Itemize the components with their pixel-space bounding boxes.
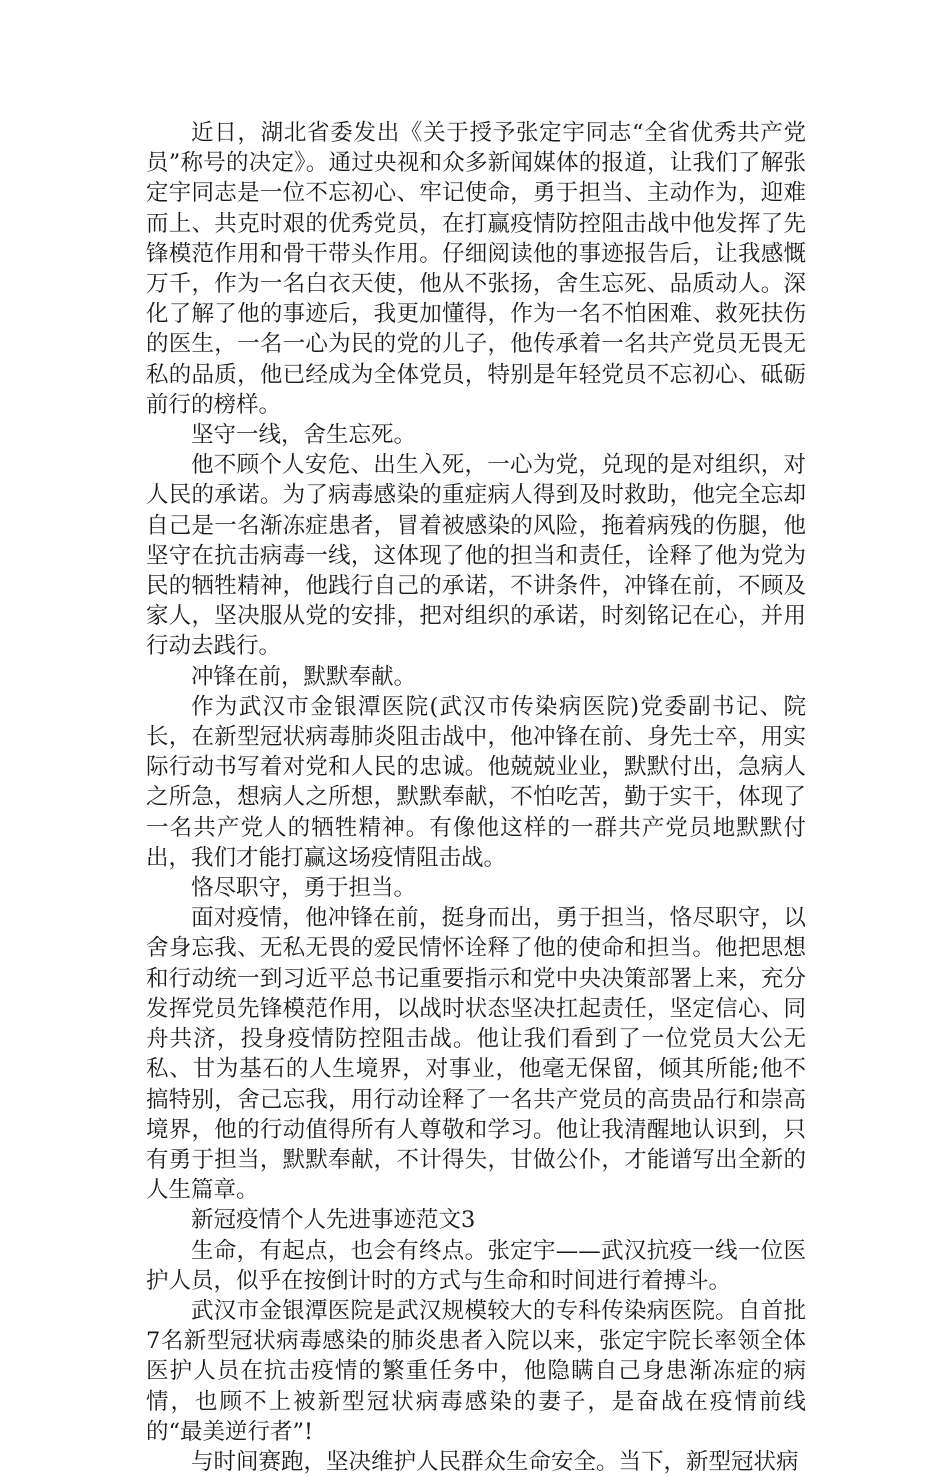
body-paragraph: 与时间赛跑，坚决维护人民群众生命安全。当下，新型冠状病 <box>191 1448 799 1475</box>
section-heading-frontline: 坚守一线，舍生忘死。 <box>191 422 417 449</box>
section-heading-dedication: 冲锋在前，默默奉献。 <box>191 663 417 690</box>
article-title: 新冠疫情个人先进事迹范文3 <box>191 1207 476 1234</box>
section-heading-duty: 恪尽职守，勇于担当。 <box>191 875 417 902</box>
document-body <box>146 118 806 1477</box>
body-paragraph: 武汉市金银潭医院是武汉规模较大的专科传染病医院。自首批7名新型冠状病毒感染的肺炎患者入院以来，张定宇院长率领全体医护人员在抗击疫情的繁重任务中，他隐瞒自己身患渐冻症的病情，也顾不上被新型冠状病毒感染的妻子，是奋战在疫情前线的“最美逆行者”! <box>146 1297 806 1445</box>
body-paragraph: 他不顾个人安危、出生入死，一心为党，兑现的是对组织，对人民的承诺。为了病毒感染的重症病人得到及时救助，他完全忘却自己是一名渐冻症患者，冒着被感染的风险，拖着病残的伤腿，他坚守在抗击病毒一线，这体现了他的担当和责任，诠释了他为党为民的牺牲精神，他践行自己的承诺，不讲条件，冲锋在前，不顾及家人，坚决服从党的安排，把对组织的承诺，时刻铭记在心，并用行动去践行。 <box>146 452 806 660</box>
body-paragraph: 生命，有起点，也会有终点。张定宇——武汉抗疫一线一位医护人员，似乎在按倒计时的方式与生命和时间进行着搏斗。 <box>146 1237 806 1294</box>
intro-paragraph: 近日，湖北省委发出《关于授予张定宇同志“全省优秀共产党员”称号的决定》。通过央视和众多新闻媒体的报道，让我们了解张定宇同志是一位不忘初心、牢记使命，勇于担当、主动作为，迎难而上、共克时艰的优秀党员，在打赢疫情防控阻击战中他发挥了先锋模范作用和骨干带头作用。仔细阅读他的事迹报告后，让我感慨万千，作为一名白衣天使，他从不张扬，舍生忘死、品质动人。深化了解了他的事迹后，我更加懂得，作为一名不怕困难、救死扶伤的医生，一名一心为民的党的儿子，他传承着一名共产党员无畏无私的品质，他已经成为全体党员，特别是年轻党员不忘初心、砥砺前行的榜样。 <box>146 120 806 418</box>
body-paragraph: 面对疫情，他冲锋在前，挺身而出，勇于担当，恪尽职守，以舍身忘我、无私无畏的爱民情怀诠释了他的使命和担当。他把思想和行动统一到习近平总书记重要指示和党中央决策部署上来，充分发挥党员先锋模范作用，以战时状态坚决扛起责任，坚定信心、同舟共济，投身疫情防控阻击战。他让我们看到了一位党员大公无私、甘为基石的人生境界，对事业，他毫无保留，倾其所能;他不搞特别，舍己忘我，用行动诠释了一名共产党员的高贵品行和崇高境界，他的行动值得所有人尊敬和学习。他让我清醒地认识到，只有勇于担当，默默奉献，不计得失，甘做公仆，才能谱写出全新的人生篇章。 <box>146 905 806 1204</box>
body-paragraph: 作为武汉市金银潭医院(武汉市传染病医院)党委副书记、院长，在新型冠状病毒肺炎阻击战中，他冲锋在前、身先士卒，用实际行动书写着对党和人民的忠诚。他兢兢业业，默默付出，急病人之所急，想病人之所想，默默奉献，不怕吃苦，勤于实干，体现了一名共产党人的牺牲精神。有像他这样的一群共产党员地默默付出，我们才能打赢这场疫情阻击战。 <box>146 693 806 871</box>
